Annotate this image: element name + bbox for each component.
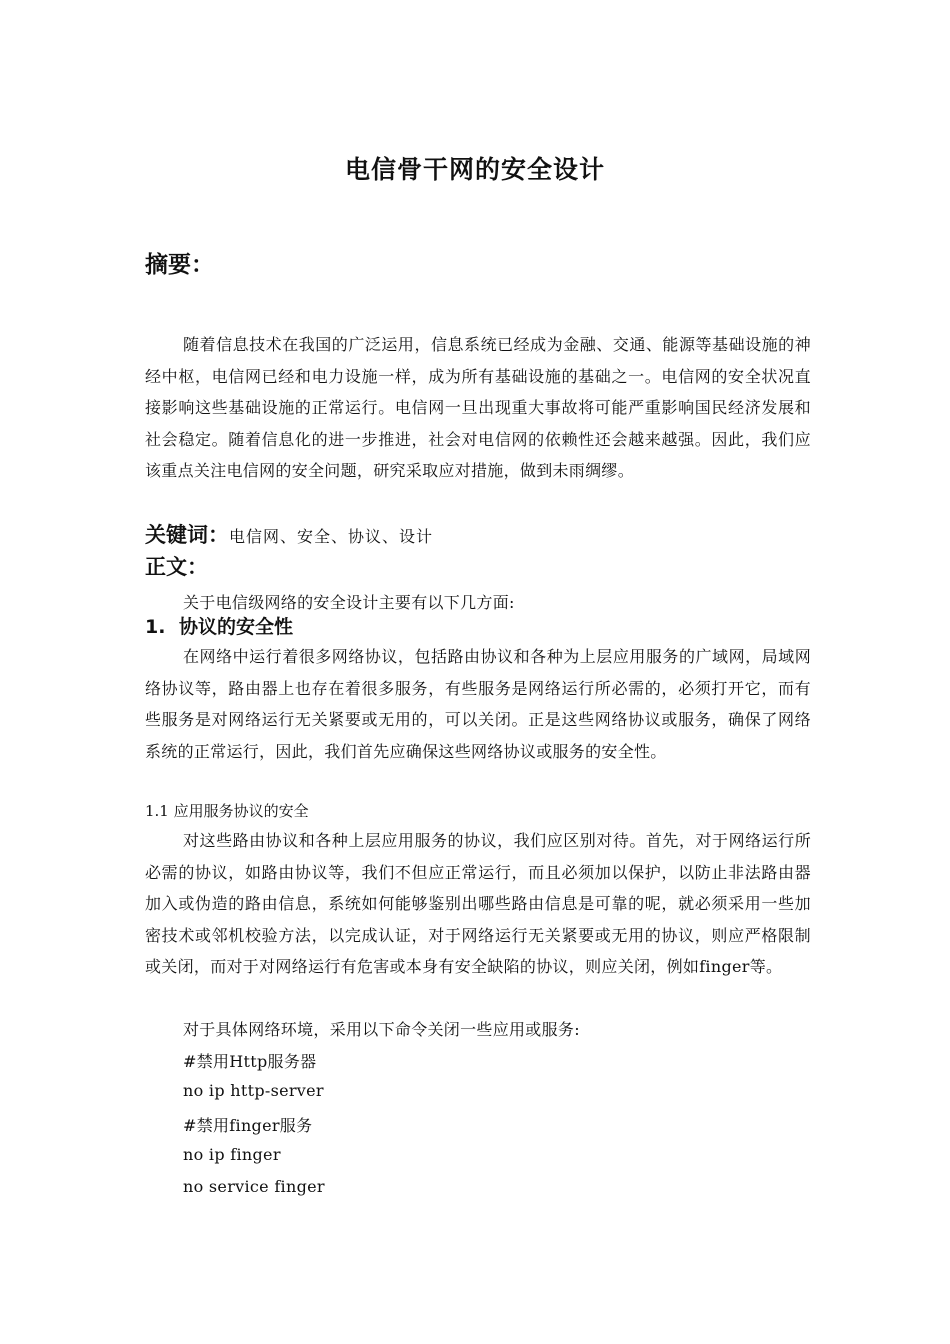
- section-1-number: 1.: [145, 616, 166, 638]
- command-line: #禁用finger服务: [183, 1116, 313, 1135]
- main-heading: 正文：: [145, 555, 208, 579]
- command-line: no ip http-server: [183, 1081, 324, 1100]
- command-line: no ip finger: [183, 1145, 281, 1164]
- subsection-paragraph: 对这些路由协议和各种上层应用服务的协议，我们应区别对待。首先，对于网络运行所必需的协议，如路由协议等，我们不但应正常运行，而且必须加以保护，以防止非法路由器加入或伪造的路由信息，系统如何能够鉴别出哪些路由信息是可靠的呢，就必须采用一些加密技术或邻机校验方法，以完成认证，对于网络运行无关紧要或无用的协议，则应严格限制或关闭，而对于对网络运行有危害或本身有安全缺陷的协议，则应关闭，例如finger等。: [145, 831, 811, 976]
- command-line: no service finger: [183, 1177, 325, 1196]
- subsection-title: 1.1 应用服务协议的安全: [145, 802, 309, 820]
- keywords-label: 关键词：: [145, 523, 229, 547]
- document-title: 电信骨干网的安全设计: [344, 155, 605, 184]
- abstract-paragraph: 随着信息技术在我国的广泛运用，信息系统已经成为金融、交通、能源等基础设施的神经中枢，电信网已经和电力设施一样，成为所有基础设施的基础之一。电信网的安全状况直接影响这些基础设施的正常运行。电信网一旦出现重大事故将可能严重影响国民经济发展和社会稳定。随着信息化的进一步推进，社会对电信网的依赖性还会越来越强。因此，我们应该重点关注电信网的安全问题，研究采取应对措施，做到未雨绸缪。: [145, 335, 811, 480]
- keywords-text: 电信网、安全、协议、设计: [229, 527, 434, 546]
- section-1-heading: [145, 612, 293, 639]
- command-intro: 对于具体网络环境，采用以下命令关闭一些应用或服务:: [183, 1020, 580, 1039]
- command-line: #禁用Http服务器: [183, 1052, 317, 1071]
- abstract-heading: 摘要：: [145, 252, 214, 278]
- intro-line: 关于电信级网络的安全设计主要有以下几方面:: [183, 593, 515, 612]
- keywords-line: [145, 519, 433, 549]
- section-1-title: 协议的安全性: [179, 616, 294, 638]
- section-1-paragraph: 在网络中运行着很多网络协议，包括路由协议和各种为上层应用服务的广域网，局域网络协议等，路由器上也存在着很多服务，有些服务是网络运行所必需的，必须打开它，而有些服务是对网络运行无关紧要或无用的，可以关闭。正是这些网络协议或服务，确保了网络系统的正常运行，因此，我们首先应确保这些网络协议或服务的安全性。: [145, 647, 811, 761]
